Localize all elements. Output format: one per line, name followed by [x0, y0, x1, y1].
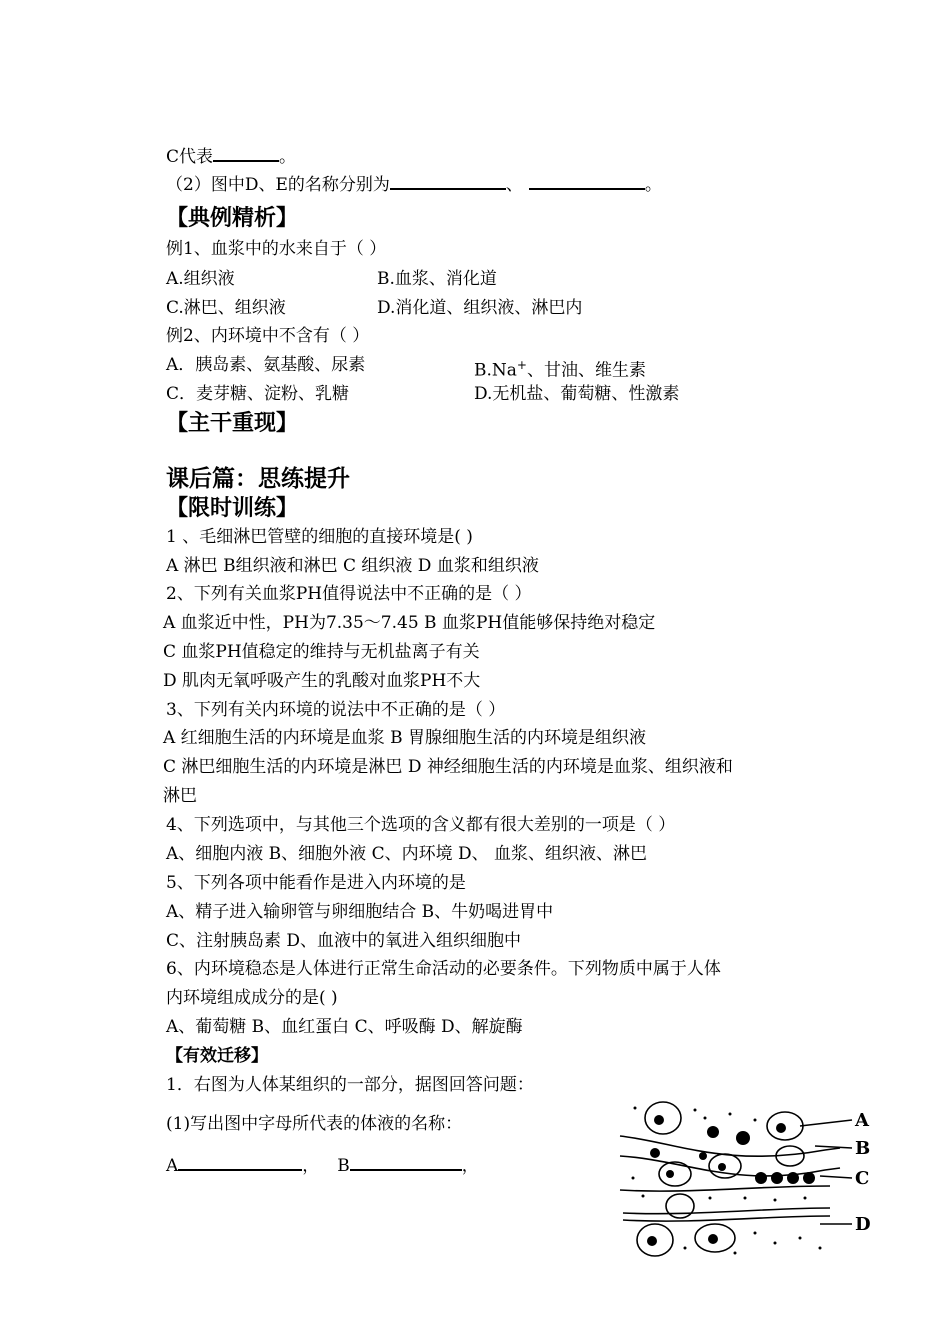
- blood-cell: [699, 1152, 707, 1160]
- nucleus: [718, 1163, 726, 1171]
- question-4: 4、下列选项中，与其他三个选项的含义都有很大差别的一项是（ ）: [166, 815, 676, 835]
- vessel-line: [623, 1216, 830, 1221]
- question-1: 1 、毛细淋巴管壁的细胞的直接环境是( ): [166, 527, 473, 547]
- question-5: 5、下列各项中能看作是进入内环境的是: [166, 873, 466, 893]
- nucleus: [776, 1123, 786, 1133]
- line-text: C代表: [166, 147, 214, 167]
- separator: ，: [302, 1156, 320, 1176]
- particle: [642, 1195, 645, 1198]
- label-a: A: [166, 1156, 179, 1176]
- nucleus: [654, 1115, 664, 1125]
- particle: [709, 1197, 712, 1200]
- vessel-line: [620, 1186, 830, 1191]
- line-text: 。: [644, 175, 662, 195]
- blank-c[interactable]: [213, 144, 279, 162]
- blood-cell: [650, 1148, 660, 1158]
- transfer-answer-line: [166, 1153, 479, 1177]
- particle: [799, 1237, 802, 1240]
- question-1-options: A 淋巴 B组织液和淋巴 C 组织液 D 血浆和组织液: [166, 556, 539, 576]
- cell: [666, 1194, 694, 1218]
- particle: [694, 1109, 697, 1112]
- example-1-option-d: D.消化道、组织液、淋巴内: [377, 298, 583, 318]
- option-text: 、甘油、维生素: [526, 360, 646, 381]
- particle: [684, 1247, 687, 1250]
- heading-transfer: 【有效迁移】: [166, 1046, 268, 1066]
- particle: [754, 1232, 757, 1235]
- question-2-option-d: D 肌肉无氧呼吸产生的乳酸对血浆PH不大: [163, 671, 481, 691]
- label-b: B: [855, 1138, 871, 1159]
- question-2-options-ab: A 血浆近中性，PH为7.35～7.45 B 血浆PH值能够保持绝对稳定: [163, 613, 656, 633]
- blood-cell: [803, 1172, 815, 1184]
- heading-main: 【主干重现】: [166, 410, 299, 436]
- separator: ，: [461, 1156, 479, 1176]
- leader-line: [820, 1176, 852, 1178]
- question-3-options-cd-cont: 淋巴: [163, 786, 197, 806]
- line-text: 。: [279, 147, 297, 167]
- blank-a[interactable]: [178, 1153, 302, 1171]
- question-6: 6、内环境稳态是人体进行正常生命活动的必要条件。下列物质中属于人体: [166, 959, 721, 979]
- question-d-e: [166, 172, 662, 196]
- particle: [819, 1247, 822, 1250]
- section-title: 课后篇：思练提升: [166, 465, 350, 492]
- question-4-options: A、细胞内液 B、细胞外液 C、内环境 D、 血浆、组织液、淋巴: [166, 844, 648, 864]
- blank-d[interactable]: [390, 172, 506, 190]
- question-3: 3、下列有关内环境的说法中不正确的是（ ）: [166, 700, 506, 720]
- blank-e[interactable]: [529, 172, 645, 190]
- example-1-option-c: C.淋巴、组织液: [166, 298, 286, 318]
- answer-line-c: [166, 144, 296, 168]
- blood-cell: [707, 1126, 719, 1138]
- question-6-cont: 内环境组成成分的是( ): [166, 988, 338, 1008]
- particle: [804, 1197, 807, 1200]
- superscript: +: [516, 358, 527, 372]
- tissue-diagram: [615, 1098, 885, 1263]
- vessel-line: [623, 1208, 830, 1214]
- example-1-option-a: A.组织液: [166, 269, 235, 289]
- question-5-options-ab: A、精子进入输卵管与卵细胞结合 B、牛奶喝进胃中: [166, 902, 554, 922]
- particle: [734, 1252, 737, 1255]
- line-text: 、: [505, 175, 523, 195]
- nucleus: [647, 1236, 657, 1246]
- example-2-option-b: [474, 354, 646, 382]
- label-b: B: [337, 1156, 350, 1176]
- label-c: C: [855, 1168, 870, 1189]
- label-d: D: [855, 1214, 871, 1235]
- particle: [729, 1113, 732, 1116]
- heading-example: 【典例精析】: [166, 205, 299, 231]
- example-1-question: 例1、血浆中的水来自于（ ）: [166, 239, 387, 259]
- leader-line: [815, 1146, 852, 1148]
- nucleus: [666, 1170, 674, 1178]
- question-2-option-c: C 血浆PH值稳定的维持与无机盐离子有关: [163, 642, 480, 662]
- label-a: A: [855, 1110, 869, 1131]
- particle: [704, 1117, 707, 1120]
- blank-b[interactable]: [350, 1153, 462, 1171]
- transfer-question-1-sub: (1)写出图中字母所代表的体液的名称：: [166, 1114, 463, 1134]
- blood-cell: [755, 1172, 767, 1184]
- particle: [774, 1199, 777, 1202]
- particle: [634, 1107, 637, 1110]
- particle: [632, 1177, 635, 1180]
- option-text: B.Na: [474, 360, 517, 381]
- nucleus: [708, 1234, 718, 1244]
- question-3-options-cd: C 淋巴细胞生活的内环境是淋巴 D 神经细胞生活的内环境是血浆、组织液和: [163, 757, 733, 777]
- example-2-question: 例2、内环境中不含有（ ）: [166, 326, 370, 346]
- example-2-option-c: C．麦芽糖、淀粉、乳糖: [166, 384, 350, 404]
- question-5-options-cd: C、注射胰岛素 D、血液中的氧进入组织细胞中: [166, 931, 522, 951]
- example-1-option-b: B.血浆、消化道: [377, 269, 497, 289]
- leader-line: [800, 1120, 852, 1126]
- example-2-option-d: D.无机盐、葡萄糖、性激素: [474, 384, 680, 404]
- blood-cell: [787, 1172, 799, 1184]
- line-text: （2）图中D、E的名称分别为: [166, 175, 390, 195]
- particle: [744, 1197, 747, 1200]
- particle: [754, 1119, 757, 1122]
- cell: [659, 1162, 691, 1186]
- question-2: 2、下列有关血浆PH值得说法中不正确的是（ ）: [166, 584, 532, 604]
- blood-cell: [736, 1131, 750, 1145]
- question-6-options: A、葡萄糖 B、血红蛋白 C、呼吸酶 D、解旋酶: [166, 1017, 523, 1037]
- heading-timed: 【限时训练】: [166, 495, 299, 521]
- example-2-option-a: A．胰岛素、氨基酸、尿素: [166, 355, 366, 375]
- question-3-options-ab: A 红细胞生活的内环境是血浆 B 胃腺细胞生活的内环境是组织液: [163, 728, 646, 748]
- blood-cell: [771, 1172, 783, 1184]
- particle: [774, 1242, 777, 1245]
- transfer-question-1: 1．右图为人体某组织的一部分，据图回答问题：: [166, 1075, 534, 1095]
